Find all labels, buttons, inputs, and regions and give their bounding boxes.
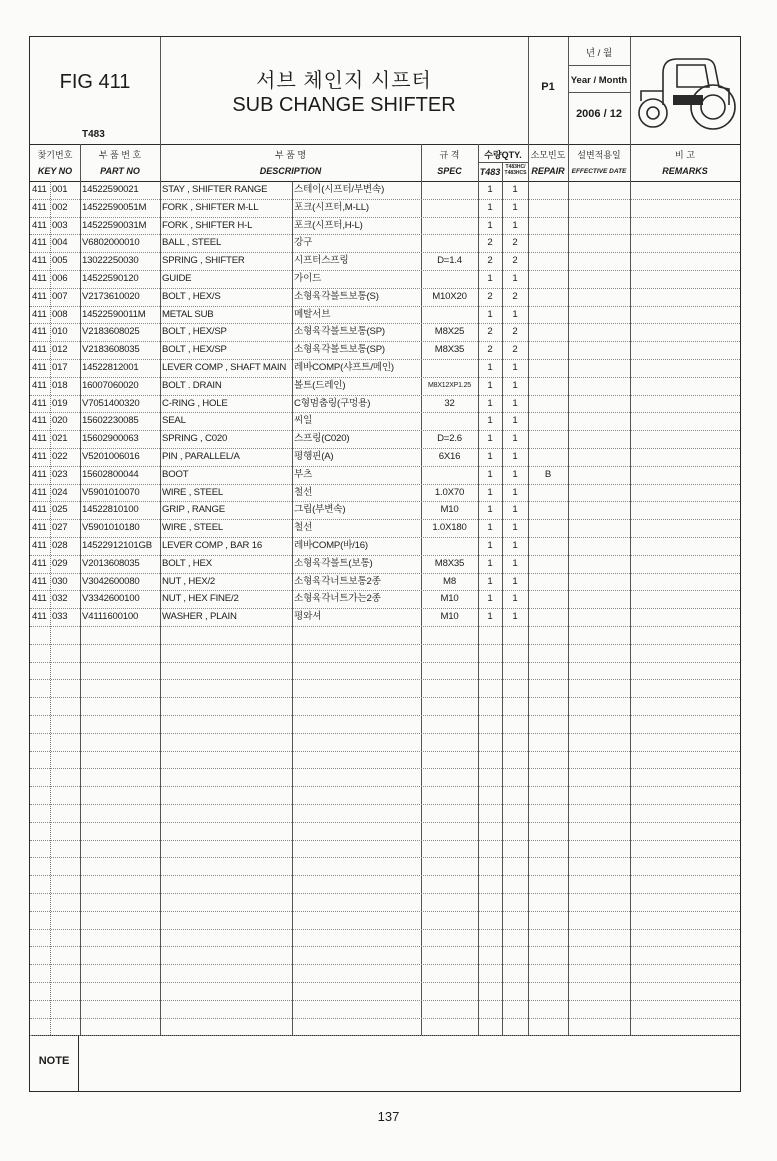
cell-desc-en: BOOT <box>162 468 189 480</box>
header-divider <box>630 37 631 144</box>
cell-spec: M8X25 <box>434 326 465 338</box>
cell-desc-en: SPRING , SHIFTER <box>162 255 245 267</box>
col-desc-en: DESCRIPTION <box>259 166 322 176</box>
cell-desc-en: BOLT , HEX/SP <box>162 344 227 356</box>
cell-repair <box>528 484 568 502</box>
cell-part: V3042600080 <box>82 575 140 587</box>
cell-q1: 1 <box>487 486 493 498</box>
table-row <box>30 252 740 270</box>
cell-part: 13022250030 <box>82 255 139 267</box>
cell-desc-ko: 평행핀(A) <box>294 451 334 462</box>
cell-part: 14522590011M <box>82 308 146 320</box>
cell-desc-ko: 가이드 <box>294 273 322 284</box>
cell-part: 16007060020 <box>82 379 139 391</box>
page-code: P1 <box>541 81 555 93</box>
cell-fig: 411 <box>32 344 47 356</box>
cell-key: 022 <box>52 451 68 462</box>
cell-repair <box>528 181 568 199</box>
col-rem-ko: 비 고 <box>675 150 695 160</box>
cell-q2: 1 <box>512 504 518 516</box>
col-desc-ko: 부 품 명 <box>274 150 307 160</box>
cell-part: V5201006016 <box>82 451 140 462</box>
cell-spec <box>421 306 478 324</box>
cell-desc-ko: C형멈춤링(구멍용) <box>294 397 371 409</box>
col-eff-ko: 설변적용일 <box>577 150 621 160</box>
col-key-en: KEY NO <box>37 166 73 176</box>
cell-desc-en: WASHER , PLAIN <box>162 611 237 623</box>
cell-desc-ko: 씨일 <box>294 415 313 427</box>
cell-desc-en: SEAL <box>162 415 186 427</box>
table-row <box>30 430 740 448</box>
cell-desc-ko: 소형육각볼트보통(S) <box>294 290 379 302</box>
table-row <box>30 341 740 359</box>
cell-part: 15602900063 <box>82 433 139 445</box>
cell-repair <box>528 323 568 341</box>
cell-desc-en: FORK , SHIFTER H-L <box>162 219 253 231</box>
cell-spec <box>421 199 478 217</box>
cell-spec: M10 <box>440 504 459 516</box>
cell-fig: 411 <box>32 504 47 516</box>
cell-key: 002 <box>52 201 68 213</box>
cell-q1: 1 <box>487 557 493 569</box>
cell-desc-en: SPRING , C020 <box>162 433 228 445</box>
table-row <box>30 501 740 519</box>
cell-part: 14522812001 <box>82 362 139 373</box>
cell-q1: 2 <box>487 344 493 356</box>
cell-spec: 6X16 <box>438 451 461 462</box>
cell-repair <box>528 537 568 555</box>
year-month-en: Year / Month <box>570 75 628 86</box>
cell-q2: 1 <box>512 522 518 534</box>
cell-repair <box>528 377 568 395</box>
table-row <box>30 519 740 537</box>
cell-desc-en: BOLT . DRAIN <box>162 379 222 391</box>
year-month-ko: 년 / 월 <box>585 48 613 59</box>
cell-desc-ko: 소형육각볼트보통(SP) <box>294 326 385 338</box>
cell-fig: 411 <box>32 290 47 302</box>
cell-desc-en: PIN , PARALLEL/A <box>162 451 240 462</box>
cell-desc-ko: 스프링(C020) <box>294 433 350 445</box>
cell-repair <box>528 608 568 626</box>
cell-key: 025 <box>52 504 68 516</box>
cell-repair <box>528 341 568 359</box>
cell-spec <box>421 181 478 199</box>
cell-part: V5901010180 <box>82 522 140 534</box>
cell-q1: 1 <box>487 593 493 605</box>
cell-q1: 1 <box>487 468 493 480</box>
table-row <box>30 466 740 484</box>
table-row <box>30 395 740 413</box>
cell-spec: M10 <box>440 611 459 623</box>
cell-desc-ko: 평와셔 <box>294 611 322 623</box>
cell-fig: 411 <box>32 326 47 338</box>
cell-q2: 1 <box>512 184 518 195</box>
cell-q1: 1 <box>487 201 493 213</box>
table-row <box>30 555 740 573</box>
fig-number: FIG 411 <box>59 71 131 93</box>
col-eff-en: EFFECTIVE DATE <box>571 168 627 175</box>
tractor-icon <box>633 43 737 144</box>
cell-part: 14522590120 <box>82 273 139 284</box>
cell-key: 010 <box>52 326 68 338</box>
cell-key: 017 <box>52 362 68 373</box>
cell-q2: 1 <box>512 593 518 605</box>
cell-spec <box>421 234 478 252</box>
cell-desc-en: GRIP , RANGE <box>162 504 225 516</box>
col-spec-ko: 규 격 <box>439 150 460 160</box>
cell-fig: 411 <box>32 433 47 445</box>
cell-spec <box>421 537 478 555</box>
parts-sheet <box>29 36 741 1092</box>
cell-key: 018 <box>52 379 68 391</box>
cell-desc-ko: 시프터스프링 <box>294 255 349 267</box>
cell-key: 003 <box>52 219 68 231</box>
cell-part: V2183608035 <box>82 344 140 356</box>
cell-part: 14522810100 <box>82 504 139 516</box>
cell-repair <box>528 252 568 270</box>
cell-q1: 1 <box>487 273 493 284</box>
cell-repair <box>528 306 568 324</box>
cell-q1: 1 <box>487 415 493 427</box>
cell-repair <box>528 199 568 217</box>
cell-fig: 411 <box>32 201 47 213</box>
table-row <box>30 448 740 466</box>
cell-q1: 1 <box>487 575 493 587</box>
cell-key: 033 <box>52 611 68 623</box>
cell-q1: 1 <box>487 433 493 445</box>
cell-q1: 1 <box>487 611 493 623</box>
cell-spec: M10 <box>440 593 459 605</box>
col-qty: 수량QTY. <box>484 150 522 160</box>
cell-key: 023 <box>52 468 68 480</box>
cell-key: 006 <box>52 273 68 284</box>
col-part-ko: 부 품 번 호 <box>98 150 142 160</box>
cell-desc-en: NUT , HEX FINE/2 <box>162 593 239 605</box>
cell-spec <box>421 217 478 235</box>
table-row <box>30 377 740 395</box>
cell-desc-ko: 레바COMP(샤프트/메인) <box>294 362 394 373</box>
cell-fig: 411 <box>32 593 47 605</box>
cell-q2: 1 <box>512 611 518 623</box>
cell-desc-ko: 철선 <box>294 522 313 534</box>
col-qty-sub: T483HC/ T483HCS <box>504 164 527 176</box>
cell-fig: 411 <box>32 273 47 284</box>
table-row <box>30 608 740 626</box>
cell-q2: 1 <box>512 451 518 462</box>
cell-desc-en: BOLT , HEX <box>162 557 212 569</box>
cell-repair <box>528 270 568 288</box>
cell-q2: 1 <box>512 379 518 391</box>
cell-fig: 411 <box>32 575 47 587</box>
cell-fig: 411 <box>32 379 47 391</box>
cell-desc-ko: 스테이(시프터/부변속) <box>294 184 385 195</box>
cell-fig: 411 <box>32 611 47 623</box>
cell-q2: 1 <box>512 557 518 569</box>
cell-desc-ko: 철선 <box>294 486 313 498</box>
cell-fig: 411 <box>32 486 47 498</box>
table-row <box>30 359 740 377</box>
cell-key: 001 <box>52 184 68 195</box>
cell-repair <box>528 412 568 430</box>
cell-desc-ko: 강구 <box>294 237 313 249</box>
table-row <box>30 573 740 591</box>
cell-q1: 2 <box>487 255 493 267</box>
cell-spec: 1.0X70 <box>434 486 465 498</box>
cell-q2: 1 <box>512 201 518 213</box>
cell-key: 008 <box>52 308 68 320</box>
cell-fig: 411 <box>32 468 47 480</box>
cell-repair <box>528 359 568 377</box>
cell-spec <box>421 466 478 484</box>
cell-fig: 411 <box>32 362 47 373</box>
table-row <box>30 537 740 555</box>
cell-repair <box>528 519 568 537</box>
note-label: NOTE <box>38 1055 70 1067</box>
cell-spec: 1.0X180 <box>432 522 467 534</box>
cell-q2: 2 <box>512 344 518 356</box>
cell-fig: 411 <box>32 184 47 195</box>
cell-part: V4111600100 <box>82 611 139 623</box>
cell-desc-ko: 부츠 <box>294 468 313 480</box>
cell-desc-ko: 포크(시프터,M-LL) <box>294 201 369 213</box>
cell-fig: 411 <box>32 451 47 462</box>
cell-q2: 1 <box>512 219 518 231</box>
cell-desc-ko: 레바COMP(바/16) <box>294 540 368 551</box>
cell-key: 019 <box>52 397 68 409</box>
cell-q1: 1 <box>487 184 493 195</box>
cell-key: 030 <box>52 575 68 587</box>
cell-q1: 1 <box>487 219 493 231</box>
cell-repair <box>528 555 568 573</box>
cell-desc-ko: 소형육각너트가는2종 <box>294 593 381 605</box>
col-spec-en: SPEC <box>437 166 462 176</box>
cell-fig: 411 <box>32 540 47 551</box>
cell-desc-ko: 소형육각너트보통2종 <box>294 575 381 587</box>
cell-spec: M8X12XP1.25 <box>428 381 471 389</box>
cell-desc-en: BOLT , HEX/SP <box>162 326 227 338</box>
cell-repair <box>528 395 568 413</box>
cell-q1: 1 <box>487 451 493 462</box>
cell-q2: 1 <box>512 433 518 445</box>
table-row <box>30 484 740 502</box>
cell-fig: 411 <box>32 255 47 267</box>
cell-q2: 1 <box>512 575 518 587</box>
issue-date: 2006 / 12 <box>576 108 622 120</box>
cell-fig: 411 <box>32 397 47 409</box>
cell-part: V7051400320 <box>82 397 140 409</box>
cell-q2: 1 <box>512 486 518 498</box>
model-code: T483 <box>82 129 105 140</box>
table-row <box>30 590 740 608</box>
cell-desc-ko: 포크(시프터,H-L) <box>294 219 363 231</box>
cell-part: 14522590031M <box>82 219 147 231</box>
cell-key: 021 <box>52 433 68 445</box>
cell-key: 029 <box>52 557 68 569</box>
cell-spec: M10X20 <box>432 290 467 302</box>
table-row <box>30 234 740 252</box>
table-row <box>30 181 740 199</box>
table-row <box>30 270 740 288</box>
cell-part: 14522590051M <box>82 201 147 213</box>
col-rem-en: REMARKS <box>662 166 708 176</box>
cell-fig: 411 <box>32 557 47 569</box>
cell-q1: 2 <box>487 237 493 249</box>
cell-key: 032 <box>52 593 68 605</box>
cell-q2: 1 <box>512 415 518 427</box>
table-row <box>30 412 740 430</box>
cell-spec: M8X35 <box>434 344 465 356</box>
cell-part: V6802000010 <box>82 237 140 249</box>
cell-q1: 1 <box>487 522 493 534</box>
table-row <box>30 323 740 341</box>
table-row <box>30 306 740 324</box>
cell-repair <box>528 217 568 235</box>
cell-spec: 32 <box>444 397 455 409</box>
cell-desc-en: GUIDE <box>162 273 192 284</box>
cell-key: 005 <box>52 255 68 267</box>
cell-desc-en: C-RING , HOLE <box>162 397 228 409</box>
page-title-ko: 서브 체인지 시프터 <box>256 70 432 92</box>
cell-repair <box>528 501 568 519</box>
cell-desc-en: METAL SUB <box>162 308 214 320</box>
cell-key: 007 <box>52 290 68 302</box>
cell-repair <box>528 448 568 466</box>
table-row <box>30 217 740 235</box>
cell-repair <box>528 430 568 448</box>
table-row <box>30 288 740 306</box>
col-key-ko: 찾기번호 <box>37 150 73 160</box>
cell-q2: 2 <box>512 255 518 267</box>
cell-spec: D=1.4 <box>437 255 462 267</box>
cell-desc-en: BALL , STEEL <box>162 237 222 249</box>
cell-desc-en: STAY , SHIFTER RANGE <box>162 184 268 195</box>
cell-fig: 411 <box>32 522 47 534</box>
cell-q1: 1 <box>487 379 493 391</box>
cell-q2: 1 <box>512 308 518 320</box>
cell-q1: 1 <box>487 504 493 516</box>
cell-q2: 2 <box>512 237 518 249</box>
cell-repair: B <box>544 468 552 480</box>
cell-q2: 1 <box>512 397 518 409</box>
cell-desc-en: LEVER COMP , BAR 16 <box>162 540 262 551</box>
cell-key: 004 <box>52 237 68 249</box>
cell-q1: 2 <box>487 290 493 302</box>
cell-fig: 411 <box>32 219 47 231</box>
cell-desc-en: BOLT , HEX/S <box>162 290 221 302</box>
cell-spec <box>421 359 478 377</box>
cell-desc-ko: 그립(부변속) <box>294 504 346 516</box>
cell-fig: 411 <box>32 237 47 249</box>
cell-desc-en: WIRE , STEEL <box>162 486 224 498</box>
cell-key: 012 <box>52 344 68 356</box>
cell-desc-ko: 메탈서브 <box>294 308 331 320</box>
cell-repair <box>528 590 568 608</box>
parts-table-body <box>30 181 740 1035</box>
cell-spec <box>421 412 478 430</box>
cell-part: V2013608035 <box>82 557 140 569</box>
cell-q2: 2 <box>512 290 518 302</box>
cell-desc-ko: 소형육각볼트보통(SP) <box>294 344 385 356</box>
cell-q2: 2 <box>512 326 518 338</box>
table-row <box>30 199 740 217</box>
cell-repair <box>528 288 568 306</box>
cell-spec: M8X35 <box>434 557 465 569</box>
page-number: 137 <box>377 1109 400 1124</box>
cell-key: 020 <box>52 415 68 427</box>
cell-key: 028 <box>52 540 68 551</box>
col-part-en: PART NO <box>100 166 140 176</box>
cell-desc-ko: 소형육각볼트(보통) <box>294 557 373 569</box>
cell-part: 15602800044 <box>82 468 139 480</box>
cell-q2: 1 <box>512 273 518 284</box>
cell-key: 027 <box>52 522 68 534</box>
cell-q1: 1 <box>487 540 493 551</box>
cell-desc-ko: 볼트(드레인) <box>294 379 346 391</box>
cell-q1: 1 <box>487 397 493 409</box>
cell-key: 024 <box>52 486 68 498</box>
cell-desc-en: NUT , HEX/2 <box>162 575 216 587</box>
cell-part: V2173610020 <box>82 290 140 302</box>
col-qty-t483: T483 <box>479 167 501 177</box>
cell-q1: 1 <box>487 308 493 320</box>
col-repair-ko: 소모빈도 <box>530 150 566 160</box>
cell-part: V3342600100 <box>82 593 140 605</box>
cell-part: V5901010070 <box>82 486 140 498</box>
cell-fig: 411 <box>32 415 47 427</box>
cell-part: 14522590021 <box>82 184 139 195</box>
cell-repair <box>528 234 568 252</box>
cell-q2: 1 <box>512 362 518 373</box>
cell-spec: M8 <box>443 575 456 587</box>
cell-fig: 411 <box>32 308 47 320</box>
cell-part: 15602230085 <box>82 415 139 427</box>
col-repair-en: REPAIR <box>531 166 565 176</box>
cell-q2: 1 <box>512 540 518 551</box>
cell-q2: 1 <box>512 468 518 480</box>
cell-spec: D=2.6 <box>437 433 462 445</box>
cell-part: V2183608025 <box>82 326 140 338</box>
cell-repair <box>528 573 568 591</box>
cell-desc-en: LEVER COMP , SHAFT MAIN <box>162 362 287 373</box>
cell-part: 14522912101GB <box>82 540 152 551</box>
cell-spec <box>421 270 478 288</box>
cell-q1: 1 <box>487 362 493 373</box>
cell-q1: 2 <box>487 326 493 338</box>
cell-desc-en: WIRE , STEEL <box>162 522 224 534</box>
page-title-en: SUB CHANGE SHIFTER <box>232 94 456 116</box>
cell-desc-en: FORK , SHIFTER M-LL <box>162 201 259 213</box>
